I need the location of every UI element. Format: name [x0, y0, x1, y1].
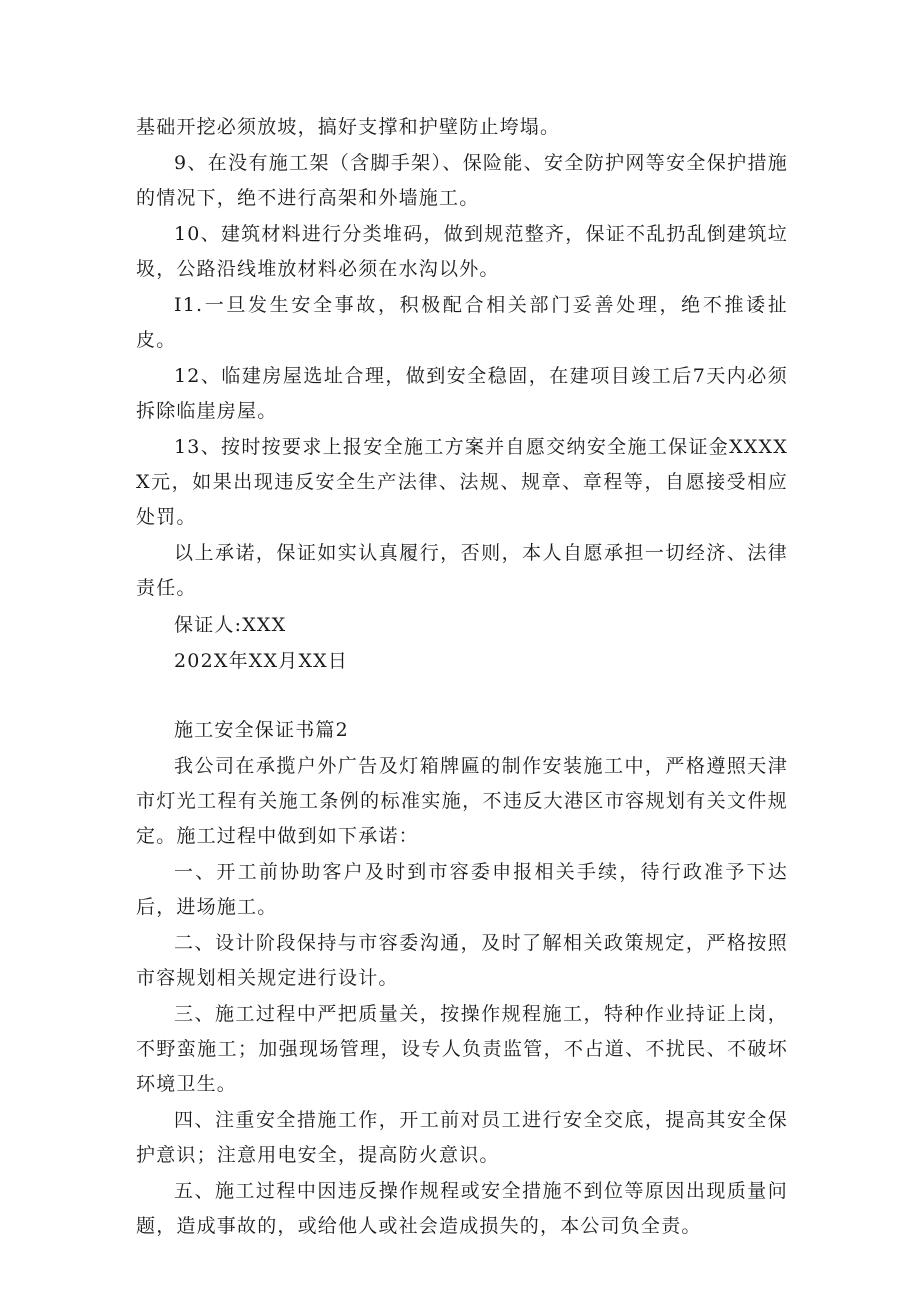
paragraph-item-11: I1.一旦发生安全事故，积极配合相关部门妥善处理，绝不推诿扯皮。: [136, 294, 788, 351]
paragraph-point-3: 三、施工过程中严把质量关，按操作规程施工，特种作业持证上岗，不野蛮施工；加强现场管理，设专人负责监管，不占道、不扰民、不破坏环境卫生。: [136, 1003, 788, 1095]
paragraph-continuation: 基础开挖必须放坡，搞好支撑和护壁防止垮塌。: [136, 116, 561, 138]
document-page: [136, 110, 788, 1245]
paragraph-item-12: 12、临建房屋选址合理，做到安全稳固，在建项目竣工后7天内必须拆除临崖房屋。: [136, 365, 788, 422]
paragraph-pledge: 以上承诺，保证如实认真履行，否则，本人自愿承担一切经济、法律责任。: [136, 542, 788, 599]
section-title: 施工安全保证书篇2: [174, 719, 349, 741]
paragraph-point-5: 五、施工过程中因违反操作规程或安全措施不到位等原因出现质量问题，造成事故的，或给他人或社会造成损失的，本公司负全责。: [136, 1180, 788, 1237]
guarantor-line: 保证人:XXX: [174, 614, 287, 636]
paragraph-point-1: 一、开工前协助客户及时到市容委申报相关手续，待行政准予下达后，进场施工。: [136, 861, 788, 918]
paragraph-point-2: 二、设计阶段保持与市容委沟通，及时了解相关政策规定，严格按照市容规划相关规定进行设计。: [136, 932, 788, 989]
paragraph-item-10: 10、建筑材料进行分类堆码，做到规范整齐，保证不乱扔乱倒建筑垃圾，公路沿线堆放材料必须在水沟以外。: [136, 223, 788, 280]
paragraph-item-9: 9、在没有施工架（含脚手架）、保险能、安全防护网等安全保护措施的情况下，绝不进行高架和外墙施工。: [136, 152, 788, 209]
paragraph-item-13: 13、按时按要求上报安全施工方案并自愿交纳安全施工保证金XXXXX元，如果出现违反安全生产法律、法规、规章、章程等，自愿接受相应处罚。: [136, 436, 788, 528]
date-line: 202X年XX月XX日: [174, 650, 349, 672]
paragraph-point-4: 四、注重安全措施工作，开工前对员工进行安全交底，提高其安全保护意识；注意用电安全，提高防火意识。: [136, 1109, 788, 1166]
paragraph-intro: 我公司在承揽户外广告及灯箱牌匾的制作安装施工中，严格遵照天津市灯光工程有关施工条例的标准实施，不违反大港区市容规划有关文件规定。施工过程中做到如下承诺：: [136, 755, 788, 847]
